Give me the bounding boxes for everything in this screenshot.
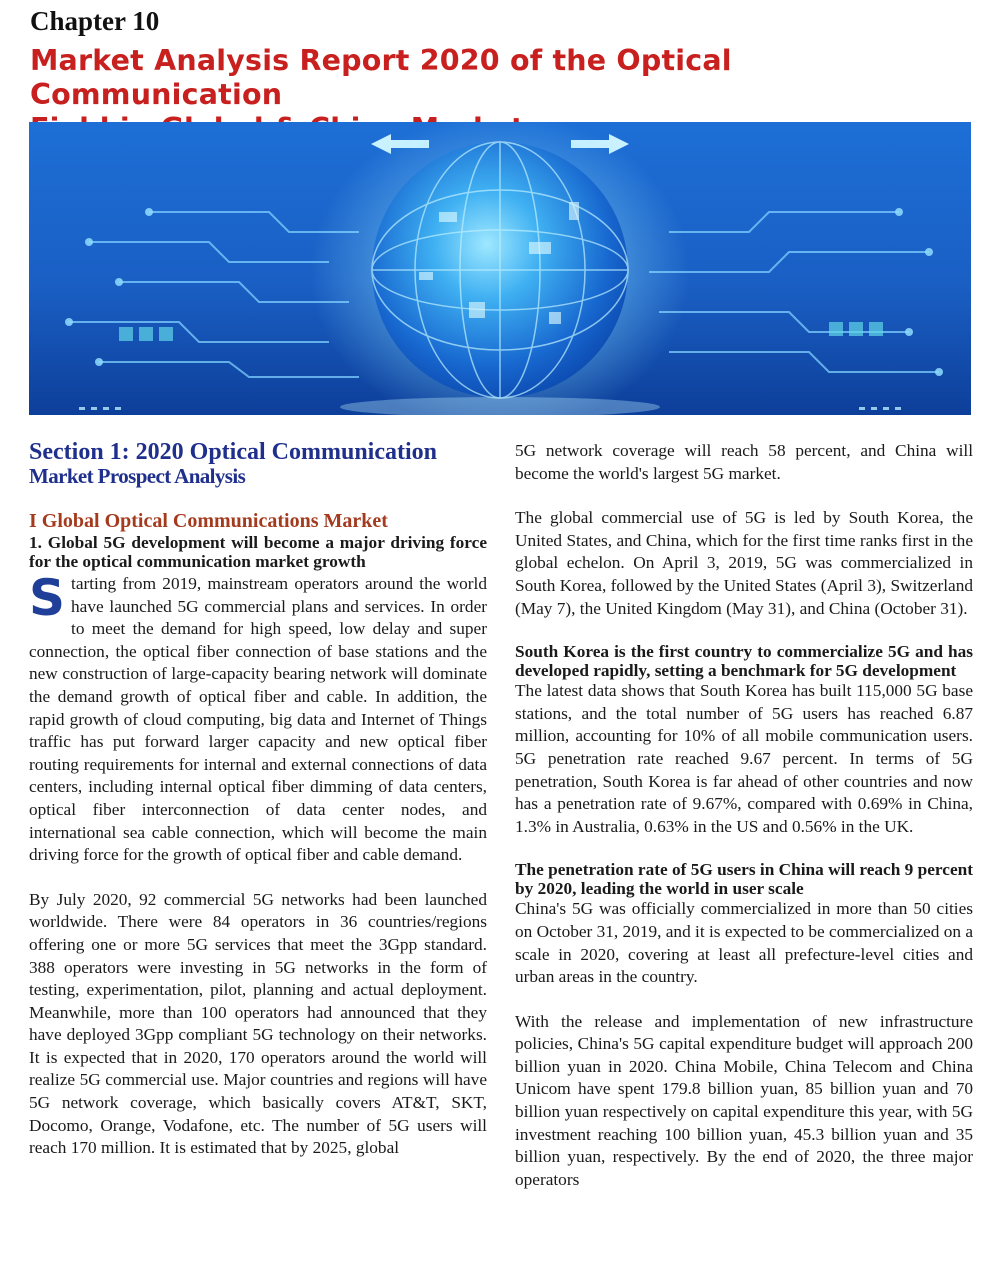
left-column bbox=[29, 440, 487, 1160]
paragraph-south-korea-data: The latest data shows that South Korea has built 115,000 5G base stations, and the total number of 5G users has reached 6.87 million, accounting for 10% of all mobile communication users. 5G penetration rate reached 9.67 percent. In terms of 5G penetration, South Korea is far ahead of other countries and now has a penetration rate of 9.67%, compared with 0.69% in China, 1.3% in Australia, 0.63% in the US and 0.56% in the UK. bbox=[515, 681, 973, 836]
right-column bbox=[515, 440, 973, 1191]
paragraph-5g-coverage: 5G network coverage will reach 58 percent, and China will become the world's largest 5G market. bbox=[515, 441, 973, 483]
paragraph-operators-5g: tarting from 2019, mainstream operators around the world have launched 5G commercial plans and services. In order to meet the demand for high speed, low delay and super connection, the optical fiber connection of base stations and the new construction of large-capacity bearing network will dominate the demand growth of optical fiber and cable. In addition, the rapid growth of cloud computing, big data and Internet of Things traffic has put forward larger capacity and new optical fiber routing requirements for internal and external connections of data centers, including internal optical fiber dimming of data centers, optical fiber interconnection of data center nodes, and international sea cable connection, which will become the main driving force for the growth of optical fiber and cable demand. bbox=[29, 574, 487, 865]
heading-china-penetration: The penetration rate of 5G users in China will reach 9 percent by 2020, leading the world in user scale bbox=[515, 860, 973, 899]
heading-south-korea: South Korea is the first country to commercialize 5G and has developed rapidly, setting a benchmark for 5G development bbox=[515, 642, 973, 681]
page-title-line1: Market Analysis Report 2020 of the Optical Communication bbox=[30, 44, 732, 111]
chapter-label: Chapter 10 bbox=[30, 6, 160, 36]
heading-5g-driving-force: 1. Global 5G development will become a major driving force for the optical communication market growth bbox=[29, 533, 487, 571]
paragraph-commercial-use: The global commercial use of 5G is led by South Korea, the United States, and China, which for the first time ranks first in the global echelon. On April 3, 2019, 5G was commercialized in South Korea, followed by the United States (April 3), Switzerland (May 7), the United Kingdom (May 31), and China (October 31). bbox=[515, 508, 973, 618]
paragraph-china-capex: With the release and implementation of new infrastructure policies, China's 5G capital expenditure budget will approach 200 billion yuan in 2020. China Mobile, China Telecom and China Unicom have spent 179.8 billion yuan, 85 billion yuan and 70 billion yuan respectively on capital expenditure this year, with 5G investment reaching 100 billion yuan, 45.3 billion yuan and 35 billion yuan, respectively. By the end of 2020, the three major operators bbox=[515, 1011, 973, 1189]
paragraph-china-5g: China's 5G was officially commercialized in more than 50 cities on October 31, 2019, and it is expected to be commercialized on a scale in 2020, covering at least all prefecture-level cities and urban areas in the country. bbox=[515, 899, 973, 987]
globe-banner-image bbox=[29, 122, 971, 415]
dropcap-letter: S bbox=[29, 569, 66, 627]
paragraph-5g-networks-2020: By July 2020, 92 commercial 5G networks had been launched worldwide. There were 84 operators in 36 countries/regions offering one or more 5G services that meet the 3Gpp standard. 388 operators were investing in 5G networks in the form of testing, experimentation, pilot, planning and actual deployment. Meanwhile, more than 100 operators had announced that they have deployed 3Gpp compliant 5G technology on their networks. It is expected that in 2020, 170 operators around the world will realize 5G commercial use. Major countries and regions will have 5G network coverage, which basically covers AT&T, SKT, Docomo, Orange, Vodafone, etc. The number of 5G users will reach 170 million. It is estimated that by 2025, global bbox=[29, 889, 487, 1158]
subsection-title: I Global Optical Communications Market bbox=[29, 510, 388, 532]
section-title-line2: Market Prospect Analysis bbox=[29, 464, 246, 488]
section-title-line1: Section 1: 2020 Optical Communication bbox=[29, 439, 437, 465]
